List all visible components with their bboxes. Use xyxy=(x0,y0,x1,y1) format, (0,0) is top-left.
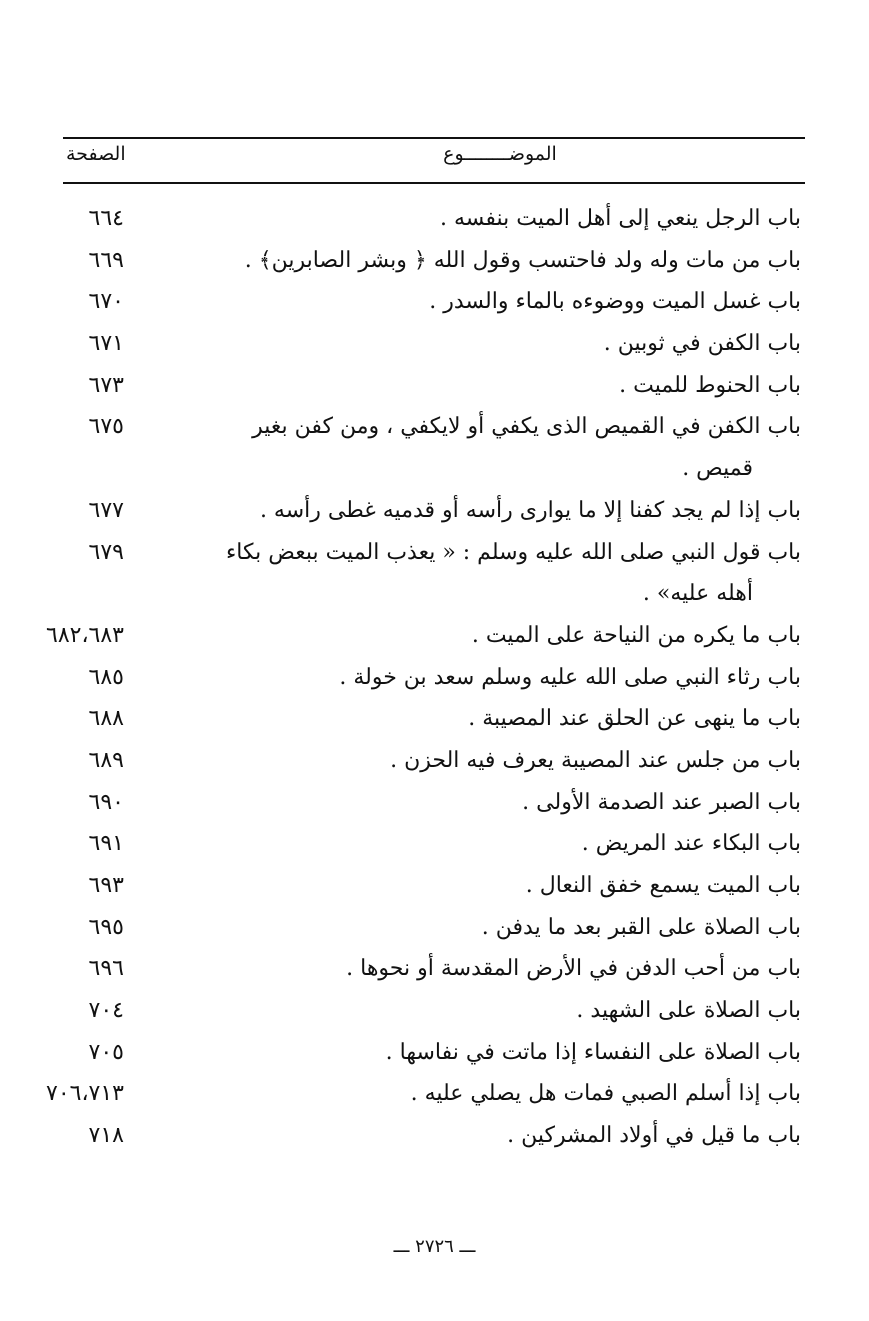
toc-entry xyxy=(0,240,869,282)
toc-entry-page-number: ٦٩١ xyxy=(88,831,124,857)
page-number: ـــ ٢٧٢٦ ـــ xyxy=(393,1236,476,1257)
toc-entry-title-continuation: قميص . xyxy=(682,456,753,482)
toc-entry-page-number: ٦٦٤ xyxy=(88,206,124,231)
toc-entry xyxy=(0,532,869,615)
toc-entry-page-number: ٦٨٨ xyxy=(88,706,124,732)
toc-entry-title: باب الكفن في ثوبين . xyxy=(603,331,801,357)
toc-entry-page-number: ٦٦٩ xyxy=(88,247,124,273)
toc-entry xyxy=(0,782,869,824)
toc-entry-title: باب من جلس عند المصيبة يعرف فيه الحزن . xyxy=(390,747,801,773)
toc-entry-page-number: ٦٧٥ xyxy=(88,414,124,440)
table-of-contents xyxy=(0,198,869,1157)
toc-entry-title: باب ما قيل في أولاد المشركين . xyxy=(507,1123,801,1149)
toc-entry xyxy=(0,823,869,865)
toc-entry-title: باب الصلاة على النفساء إذا ماتت في نفاسها . xyxy=(385,1039,801,1065)
header-bottom-rule xyxy=(63,182,805,184)
toc-entry-title: باب الصلاة على الشهيد . xyxy=(576,998,801,1024)
toc-entry-page-number: ٧١٨ xyxy=(88,1123,124,1149)
toc-entry-page-number: ٦٩٠ xyxy=(88,789,124,815)
toc-entry-page-number: ٦٩٣ xyxy=(88,873,124,898)
toc-entry-title: باب من أحب الدفن في الأرض المقدسة أو نحوها . xyxy=(346,956,801,982)
toc-entry xyxy=(0,907,869,949)
toc-entry xyxy=(0,281,869,323)
toc-entry-title: باب إذا لم يجد كفنا إلا ما يوارى رأسه أو قدميه غطى رأسه . xyxy=(259,497,801,523)
toc-entry xyxy=(0,698,869,740)
toc-entry xyxy=(0,865,869,907)
topic-column-header: الموضــــــــوع xyxy=(443,143,557,165)
toc-entry-title: باب الرجل ينعي إلى أهل الميت بنفسه . xyxy=(439,206,801,231)
toc-entry xyxy=(0,365,869,407)
toc-entry xyxy=(0,406,869,489)
toc-entry-title: باب رثاء النبي صلى الله عليه وسلم سعد بن خولة . xyxy=(339,664,801,690)
toc-entry-page-number: ٦٩٦ xyxy=(88,956,124,982)
toc-entry-title: باب الصبر عند الصدمة الأولى . xyxy=(522,789,801,815)
toc-entry xyxy=(0,615,869,657)
toc-entry xyxy=(0,948,869,990)
toc-entry-title: باب إذا أسلم الصبي فمات هل يصلي عليه . xyxy=(410,1081,801,1107)
toc-entry xyxy=(0,198,869,240)
toc-entry-title: باب من مات وله ولد فاحتسب وقول الله ﴿ وبشر الصابرين﴾ . xyxy=(244,247,801,273)
toc-entry-title: باب قول النبي صلى الله عليه وسلم : « يعذب الميت ببعض بكاء xyxy=(225,539,801,565)
toc-entry-title: باب الصلاة على القبر بعد ما يدفن . xyxy=(481,914,801,940)
toc-entry-page-number: ٧٠٥ xyxy=(88,1039,124,1065)
toc-entry-title: باب الميت يسمع خفق النعال . xyxy=(525,873,801,898)
toc-entry xyxy=(0,1115,869,1157)
toc-entry-page-number: ٧٠٤ xyxy=(88,998,124,1024)
toc-entry-page-number: ٦٩٥ xyxy=(88,914,124,940)
toc-entry-title: باب ما يكره من النياحة على الميت . xyxy=(471,622,801,648)
toc-entry-page-number: ٦٨٥ xyxy=(88,664,124,690)
toc-entry xyxy=(0,1032,869,1074)
header-top-rule xyxy=(63,137,805,139)
toc-entry xyxy=(0,657,869,699)
toc-entry-page-number: ٦٨٢،٦٨٣ xyxy=(46,622,124,648)
toc-entry-title: باب الحنوط للميت . xyxy=(619,372,801,398)
toc-entry-page-number: ٦٨٩ xyxy=(88,747,124,773)
toc-entry-page-number: ٦٧٩ xyxy=(88,539,124,565)
toc-entry xyxy=(0,323,869,365)
toc-entry xyxy=(0,490,869,532)
toc-entry-title: باب الكفن في القميص الذى يكفي أو لايكفي ، ومن كفن بغير xyxy=(252,414,801,440)
toc-entry-page-number: ٦٧٧ xyxy=(88,497,124,523)
toc-entry-title: باب البكاء عند المريض . xyxy=(581,831,801,857)
toc-entry-page-number: ٧٠٦،٧١٣ xyxy=(46,1081,124,1107)
toc-entry-title: باب ما ينهى عن الحلق عند المصيبة . xyxy=(468,706,801,732)
toc-entry-title: باب غسل الميت ووضوءه بالماء والسدر . xyxy=(429,289,801,315)
toc-entry xyxy=(0,1073,869,1115)
toc-entry xyxy=(0,990,869,1032)
toc-entry-page-number: ٦٧٠ xyxy=(88,289,124,315)
toc-entry-title-continuation: أهله عليه» . xyxy=(642,581,753,607)
toc-entry xyxy=(0,740,869,782)
toc-entry-page-number: ٦٧٣ xyxy=(88,372,124,398)
toc-entry-page-number: ٦٧١ xyxy=(88,331,124,357)
page-column-header: الصفحة xyxy=(66,143,126,165)
